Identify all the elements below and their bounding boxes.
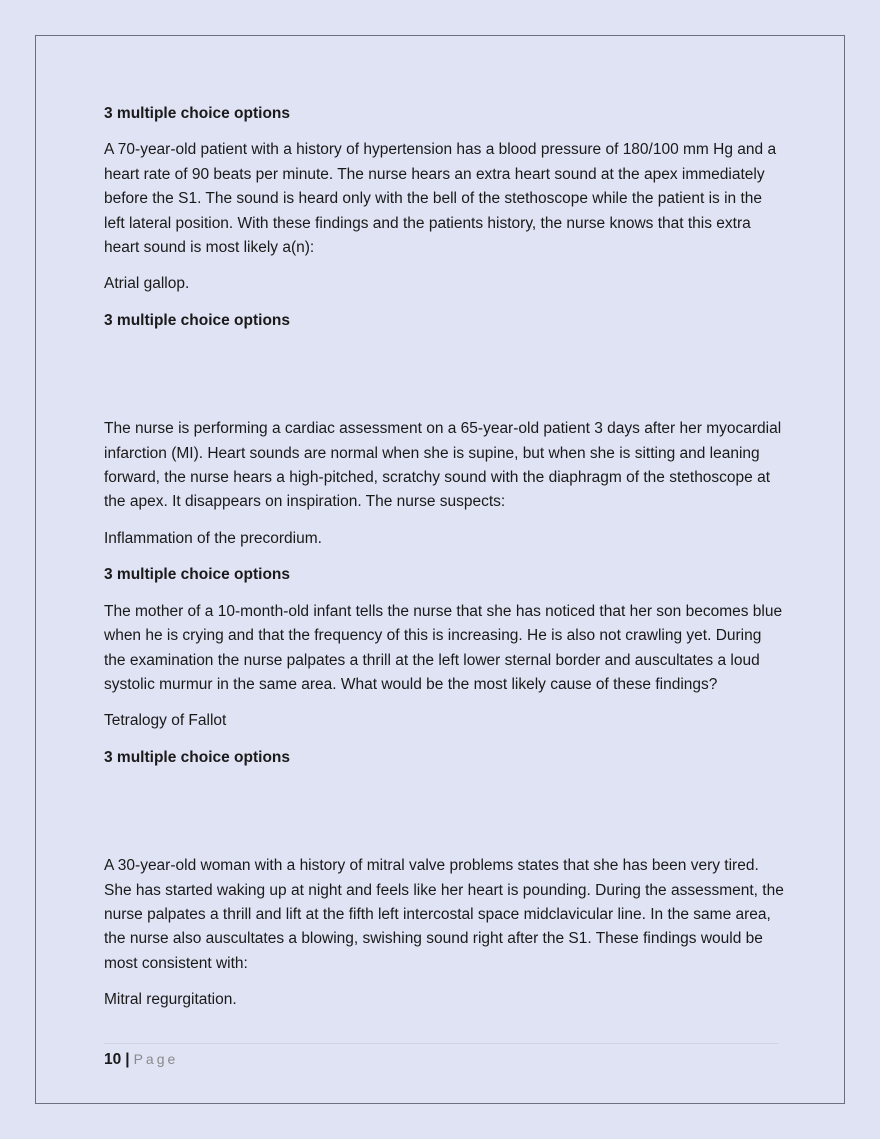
question-3-heading: 3 multiple choice options (104, 566, 291, 584)
page-label: Page (133, 1051, 179, 1067)
question-1-heading: 3 multiple choice options (104, 105, 291, 122)
blank-space (104, 345, 784, 417)
question-2-text: The nurse is performing a cardiac assessment on a 65-year-old patient 3 days after her myocardial infarction (MI). Heart sounds are normal when she is supine, but when she is sitting and leaning forward, the nurse hears a high-pitched, scratchy sound with the diaphragm of the stethoscope at the apex. It disappears on inspiration. The nurse suspects: (104, 420, 782, 511)
question-1-answer: Atrial gallop. (104, 275, 190, 293)
page-content (104, 102, 784, 1025)
page-footer (104, 1043, 778, 1072)
question-1-text: A 70-year-old patient with a history of hypertension has a blood pressure of 180/100 mm Hg and a heart rate of 90 beats per minute. The nurse hears an extra heart sound at the apex immediately before the S1. The sound is heard only with the bell of the stethoscope while the patient is in the left lateral position. With these findings and the patients history, the nurse knows that this extra heart sound is most likely a(n): (104, 141, 777, 257)
question-3-answer: Tetralogy of Fallot (104, 712, 227, 730)
question-4-text: A 30-year-old woman with a history of mitral valve problems states that she has been very tired. She has started waking up at night and feels like her heart is pounding. During the assessment, the nurse palpates a thrill and lift at the fifth left intercostal space midclavicular line. In the same area, the nurse also auscultates a blowing, swishing sound right after the S1. These findings would be most consistent with: (104, 857, 784, 972)
question-2-answer: Inflammation of the precordium. (104, 529, 322, 547)
question-4-heading: 3 multiple choice options (104, 748, 291, 766)
blank-space (104, 782, 784, 854)
page-number: 10 (104, 1051, 122, 1068)
question-4-answer: Mitral regurgitation. (104, 991, 237, 1009)
question-2-heading: 3 multiple choice options (104, 311, 291, 329)
question-3-text: The mother of a 10-month-old infant tells the nurse that she has noticed that her son becomes blue when he is crying and that the frequency of this is increasing. He is also not crawling yet. During the examination the nurse palpates a thrill at the left lower sternal border and auscultates a loud systolic murmur in the same area. What would be the most likely cause of these findings? (104, 602, 783, 693)
document-page (35, 35, 845, 1104)
footer-separator: | (125, 1051, 130, 1068)
